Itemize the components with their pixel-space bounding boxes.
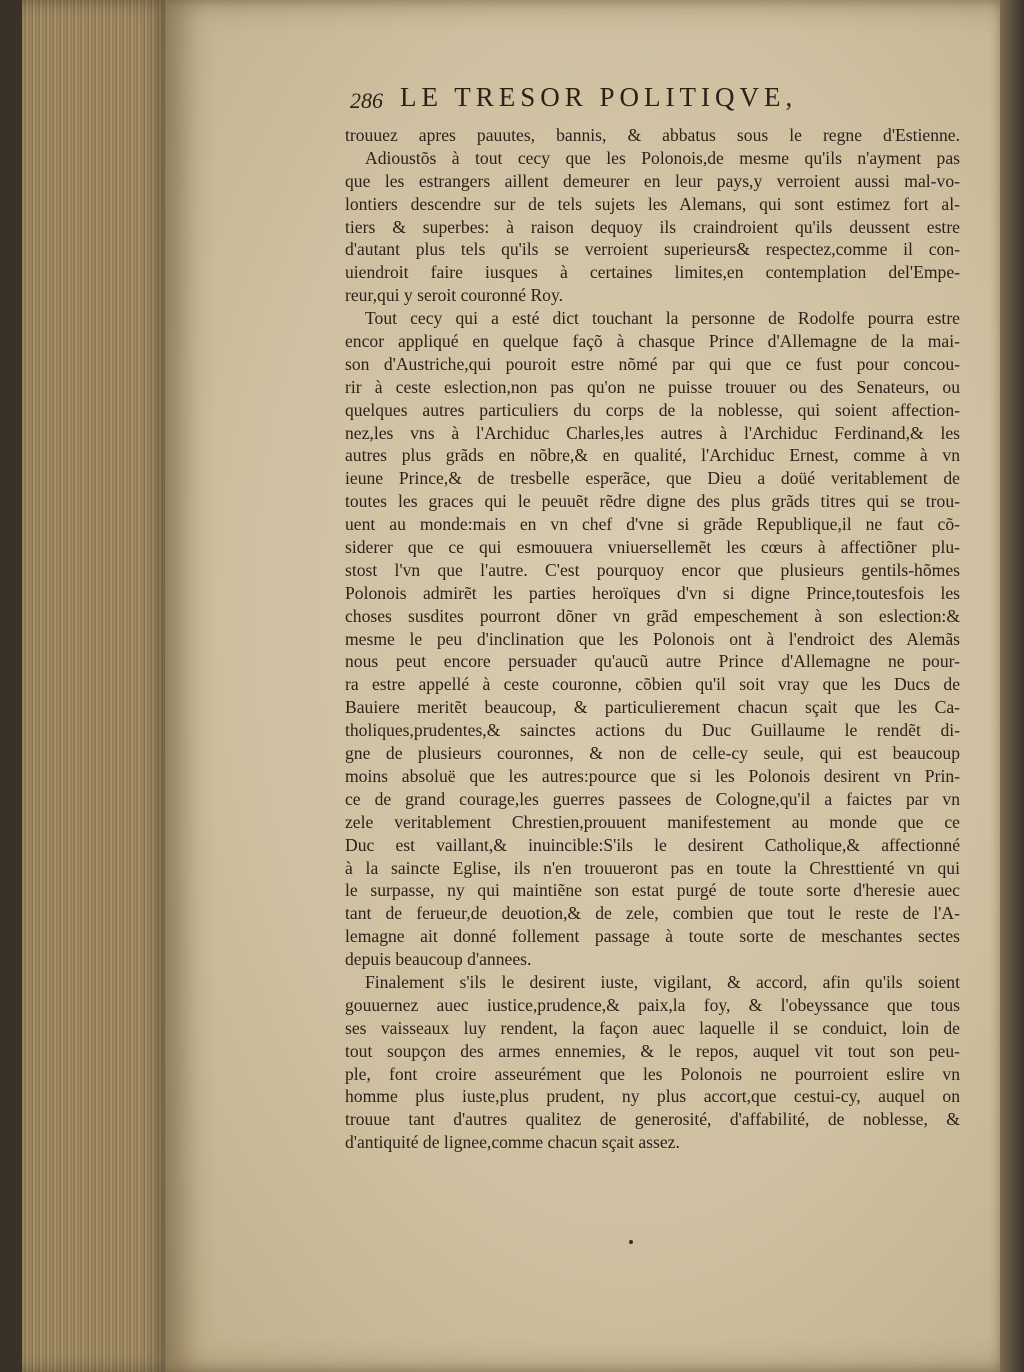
text-line: gouuernez auec iustice,prudence,& paix,la foy, & l'obeyssance que tous [345,994,960,1015]
text-line: Adioustõs à tout cecy que les Polonois,de mesme qu'ils n'ayment pas [365,147,960,168]
text-line: à la saincte Eglise, ils n'en trouueront pas en toute la Chresttienté vn qui [345,857,960,878]
text-line: autres plus grãds en nõbre,& en qualité, l'Archiduc Ernest, comme à vn [345,445,960,466]
text-line: le surpasse, ny qui maintiẽne son estat purgé de toute sorte d'heresie auec [345,880,960,901]
text-line: Polonois admirẽt les parties heroïques d'vn si digne Prince,toutesfois les [345,582,960,603]
text-line: ce de grand courage,les guerres passees de Cologne,qu'il a faictes par vn [345,788,960,809]
text-line: que les estrangers aillent demeurer en leur pays,y verroient aussi mal-vo- [345,170,960,191]
ink-dot [629,1240,633,1244]
text-line: ple, font croire asseurément que les Polonois ne pourroient eslire vn [345,1063,960,1084]
running-title: LE TRESOR POLITIQVE, [400,82,798,112]
text-line: nous peut encore persuader qu'aucũ autre Prince d'Allemagne ne pour- [345,651,960,672]
text-line: tant de ferueur,de deuotion,& de zele, combien que tout le reste de l'A- [345,903,960,924]
text-line: ieune Prince,& de tresbelle esperãce, que Dieu a doüé veritablement de [345,468,960,489]
book-page-stack [22,0,172,1372]
text-line: stost l'vn que l'autre. C'est pourquoy encor que plusieurs gentils-hõmes [345,559,960,580]
text-line: d'antiquité de lignee,comme chacun sçait assez. [345,1132,680,1153]
body-text [345,124,960,1154]
text-line: Tout cecy qui a esté dict touchant la personne de Rodolfe pourra estre [365,308,960,329]
text-line: siderer que ce qui esmouuera vniuersellemẽt les cœurs à affectiõner plu- [345,537,960,558]
text-line: uiendroit faire iusques à certaines limites,en contemplation del'Empe- [345,262,960,283]
page-number: 286 [350,88,383,113]
text-line: trouuez apres pauutes, bannis, & abbatus sous le regne d'Estienne. [345,125,960,145]
book-gutter [1000,0,1024,1372]
text-line: ses vaisseaux luy rendent, la façon auec laquelle il se conduict, loin de [345,1017,960,1038]
text-line: son d'Austriche,qui pouroit estre nõmé par qui que ce fust pour concou- [345,353,960,374]
text-line: lontiers descendre sur de tels sujets les Alemans, qui sont estimez fort al- [345,193,960,214]
text-line: mesme le peu d'inclination que les Polonois ont à l'endroict des Alemãs [345,628,960,649]
text-line: tholiques,prudentes,& sainctes actions du Duc Guillaume le rendẽt di- [345,720,960,741]
text-line: moins absoluë que les autres:pource que si les Polonois desirent vn Prin- [345,765,960,786]
text-line: homme plus iuste,plus prudent, ny plus accort,que cestui-cy, auquel on [345,1086,960,1107]
text-line: choses susdites pourront dõner vn grãd empeschement à son eslection:& [345,605,960,626]
text-line: ra estre appellé à ceste couronne, cõbien qu'il soit vray que les Ducs de [345,674,960,695]
text-line: lemagne ait donné follement passage à toute sorte de meschantes sectes [345,926,960,947]
text-line: Bauiere meritẽt beaucoup, & particulierement chacun sçait que les Ca- [345,697,960,718]
text-line: zele veritablement Chrestien,prouuent manifestement au monde que ce [345,811,960,832]
text-line: uent au monde:mais en vn chef d'vne si grãde Republique,il ne faut cõ- [345,514,960,535]
text-line: Duc est vaillant,& inuincible:S'ils le desirent Catholique,& affectionné [345,834,960,855]
text-line: reur,qui y seroit couronné Roy. [345,285,564,306]
text-line: gne de plusieurs couronnes, & non de celle-cy seule, qui est beaucoup [345,743,960,764]
text-line: Finalement s'ils le desirent iuste, vigilant, & accord, afin qu'ils soient [365,971,960,992]
book-cover-edge [0,0,24,1372]
text-line: toutes les graces qui le peuuẽt rẽdre digne des plus grãds titres qui se trou- [345,491,960,512]
text-line: depuis beaucoup d'annees. [345,949,532,970]
page-header [350,82,870,122]
text-line: quelques autres particuliers du corps de la noblesse, qui soient affection- [345,399,960,420]
text-line: d'autant plus tels qu'ils se verroient superieurs& respectez,comme il con- [345,239,960,260]
text-line: nez,les vns à l'Archiduc Charles,les autres à l'Archiduc Ferdinand,& les [345,422,960,443]
text-line: rir à ceste eslection,non pas qu'on ne puisse trouuer ou des Senateurs, ou [345,376,960,397]
text-line: trouue tant d'autres qualitez de generosité, d'affabilité, de noblesse, & [345,1109,960,1130]
text-line: tout soupçon des armes ennemies, & le repos, auquel vit tout son peu- [345,1040,960,1061]
text-line: encor appliqué en quelque façõ à chasque Prince d'Allemagne de la mai- [345,331,960,352]
text-line: tiers & superbes: à raison dequoy ils craindroient qu'ils deussent estre [345,216,960,237]
